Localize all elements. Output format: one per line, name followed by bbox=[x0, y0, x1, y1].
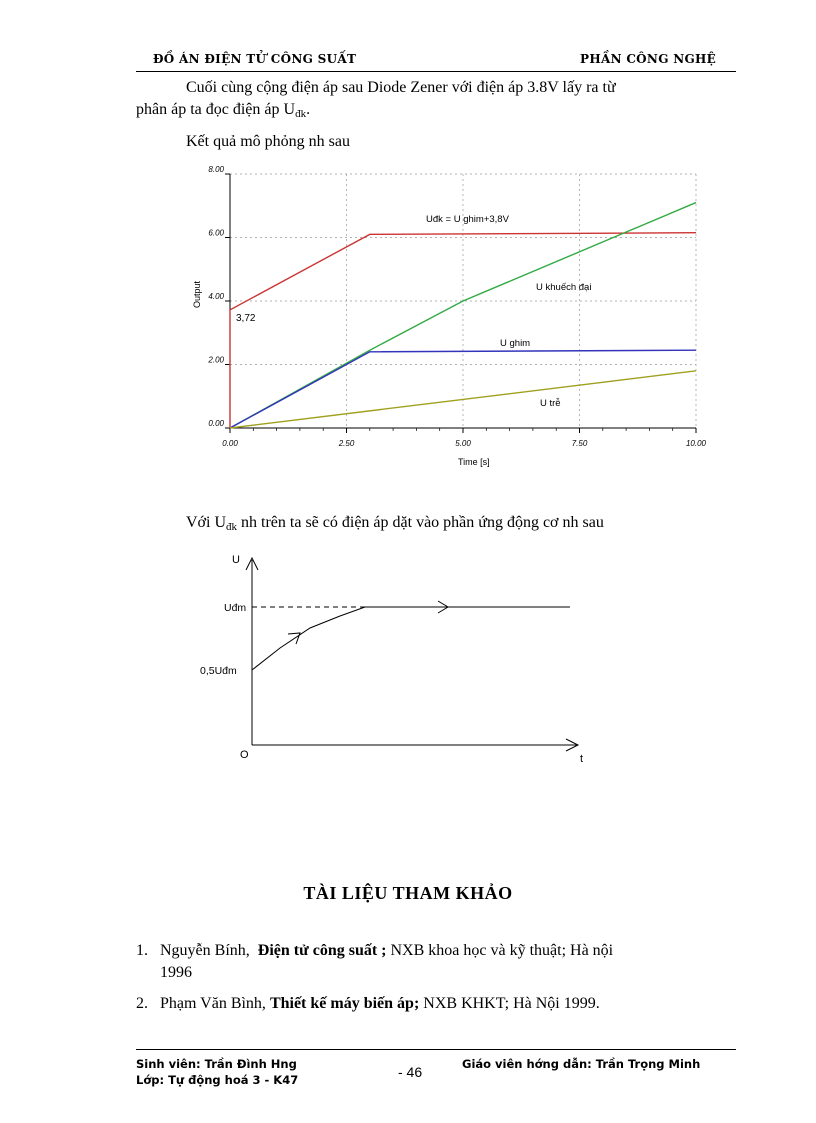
y-tick-label: 2.00 bbox=[208, 355, 224, 365]
y-tick-label: 6.00 bbox=[208, 228, 224, 238]
y-tick-label: 8.00 bbox=[208, 165, 224, 174]
intro-line-2: phân áp ta đọc điện áp Uđk. bbox=[136, 101, 311, 120]
header-rule bbox=[136, 71, 736, 72]
references-title: TÀI LIỆU THAM KHẢO bbox=[303, 883, 513, 903]
header-left: ĐỒ ÁN ĐIỆN TỬ CÔNG SUẤT bbox=[153, 52, 357, 66]
simulation-chart bbox=[180, 160, 720, 480]
reference-item-1: 1. Nguyễn Bính, Điện tử công suất ; NXB khoa học và kỹ thuật; Hà nội 1996 bbox=[136, 942, 614, 981]
x-tick-label: 10.00 bbox=[685, 439, 707, 448]
diagram-curve bbox=[252, 607, 570, 670]
intro-paragraph bbox=[136, 77, 736, 122]
chart-annotation: 3,72 bbox=[236, 313, 256, 324]
chart-ylabel: Output bbox=[192, 280, 202, 308]
x-tick-label: 2.50 bbox=[338, 439, 355, 448]
series-label-ukhuechdai: U khuếch đại bbox=[536, 282, 592, 293]
header-right: PHẦN CÔNG NGHỆ bbox=[580, 52, 717, 66]
intro-line-3: Kết quả mô phỏng nh sau bbox=[186, 133, 350, 150]
diagram-u-label: U bbox=[232, 554, 240, 566]
chart-xlabel: Time [s] bbox=[458, 457, 490, 467]
intro-line-1: Cuối cùng cộng điện áp sau Diode Zener với điện áp 3.8V lấy ra từ bbox=[186, 79, 616, 96]
voltage-diagram bbox=[190, 550, 610, 775]
diagram-udm-label: Uđm bbox=[224, 602, 247, 614]
diagram-half-udm-label: 0,5Uđm bbox=[200, 665, 237, 677]
series-label-ughim: U ghim bbox=[500, 338, 531, 349]
series-label-utre: U trễ bbox=[540, 398, 561, 409]
y-tick-label: 0.00 bbox=[208, 419, 224, 428]
footer-teacher: Giáo viên hớng dẫn: Trần Trọng Minh bbox=[462, 1057, 701, 1071]
x-tick-label: 7.50 bbox=[571, 439, 588, 448]
footer-class: Lớp: Tự động hoá 3 - K47 bbox=[136, 1073, 299, 1087]
diagram-origin-label: O bbox=[240, 749, 249, 761]
footer-page-number: - 46 bbox=[398, 1064, 423, 1080]
footer-student: Sinh viên: Trần Đình Hng bbox=[136, 1057, 297, 1071]
footer-rule bbox=[136, 1049, 736, 1050]
mid-text: Với Uđk nh trên ta sẽ có điện áp dặt vào phần ứng động cơ nh sau bbox=[186, 514, 604, 533]
x-tick-label: 5.00 bbox=[455, 439, 471, 448]
series-label-udk: Uđk = U ghim+3,8V bbox=[426, 214, 509, 225]
diagram-t-label: t bbox=[580, 753, 584, 765]
y-tick-label: 4.00 bbox=[208, 292, 224, 301]
reference-item-2: 2. Phạm Văn Bình, Thiết kế máy biến áp; NXB KHKT; Hà Nội 1999. bbox=[136, 995, 600, 1012]
x-tick-label: 0.00 bbox=[222, 439, 238, 448]
